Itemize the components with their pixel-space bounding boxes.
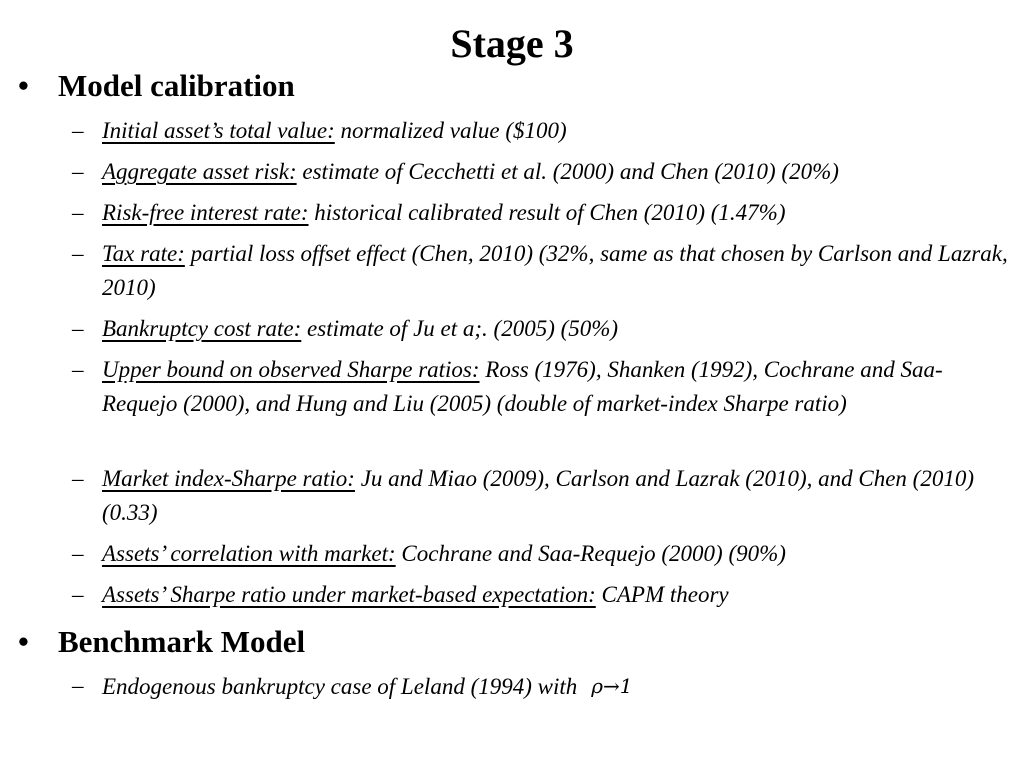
item-text: CAPM theory	[595, 582, 729, 607]
item-label: Upper bound on observed Sharpe ratios:	[102, 357, 480, 382]
item-label: Risk-free interest rate:	[102, 200, 309, 225]
item-text: Ju and Miao (2009), Carlson and Lazrak (2010), and Chen (2010) (0.33)	[102, 466, 974, 525]
sub-item	[72, 537, 1017, 571]
item-label: Aggregate asset risk:	[102, 159, 297, 184]
item-text: Endogenous bankruptcy case of Leland (1994) with	[102, 674, 578, 699]
dash-marker: –	[72, 582, 84, 607]
item-label: Assets’ Sharpe ratio under market-based expectation:	[102, 582, 596, 607]
item-text: Cochrane and Saa-Requejo (2000) (90%)	[395, 541, 786, 566]
dash-marker: –	[72, 200, 84, 225]
dash-marker: –	[72, 241, 84, 266]
sub-item	[72, 155, 1017, 189]
item-text: Ross (1976), Shanken (1992), Cochrane and Saa-Requejo (2000), and Hung and Liu (2005) (double of market-index Sharpe ratio)	[102, 357, 943, 416]
item-label: Tax rate:	[102, 241, 185, 266]
item-label: Initial asset’s total value:	[102, 118, 335, 143]
sub-item	[72, 237, 1017, 305]
sub-item	[72, 462, 1017, 530]
rho-to-one-formula: ρ→1	[591, 674, 633, 698]
bullet-heading: Benchmark Model	[58, 624, 306, 659]
sub-item	[72, 669, 1017, 704]
sub-item	[72, 114, 1017, 148]
item-text: partial loss offset effect (Chen, 2010) (32%, same as that chosen by Carlson and Lazrak, 2010)	[102, 241, 1008, 300]
item-text: estimate of Cecchetti et al. (2000) and Chen (2010) (20%)	[296, 159, 839, 184]
item-text: estimate of Ju et a;. (2005) (50%)	[301, 316, 619, 341]
item-label: Market index-Sharpe ratio:	[102, 466, 355, 491]
sub-item	[72, 353, 1017, 421]
dash-marker: –	[72, 316, 84, 341]
dash-marker: –	[72, 118, 84, 143]
dash-marker: –	[72, 466, 84, 491]
item-label: Bankruptcy cost rate:	[102, 316, 302, 341]
bullet-dot: •	[18, 68, 29, 103]
sub-item	[72, 196, 1017, 230]
slide-title: Stage 3	[450, 21, 574, 66]
sub-item	[72, 312, 1017, 346]
item-label: Assets’ correlation with market:	[102, 541, 396, 566]
bullet-benchmark-model	[18, 622, 305, 662]
item-text: historical calibrated result of Chen (2010) (1.47%)	[308, 200, 786, 225]
dash-marker: –	[72, 357, 84, 382]
dash-marker: –	[72, 541, 84, 566]
bullet-heading: Model calibration	[58, 68, 295, 103]
dash-marker: –	[72, 673, 84, 698]
bullet-model-calibration	[18, 66, 295, 106]
bullet-dot: •	[18, 624, 29, 659]
dash-marker: –	[72, 159, 84, 184]
item-text: normalized value ($100)	[334, 118, 567, 143]
sub-item	[72, 578, 1017, 612]
